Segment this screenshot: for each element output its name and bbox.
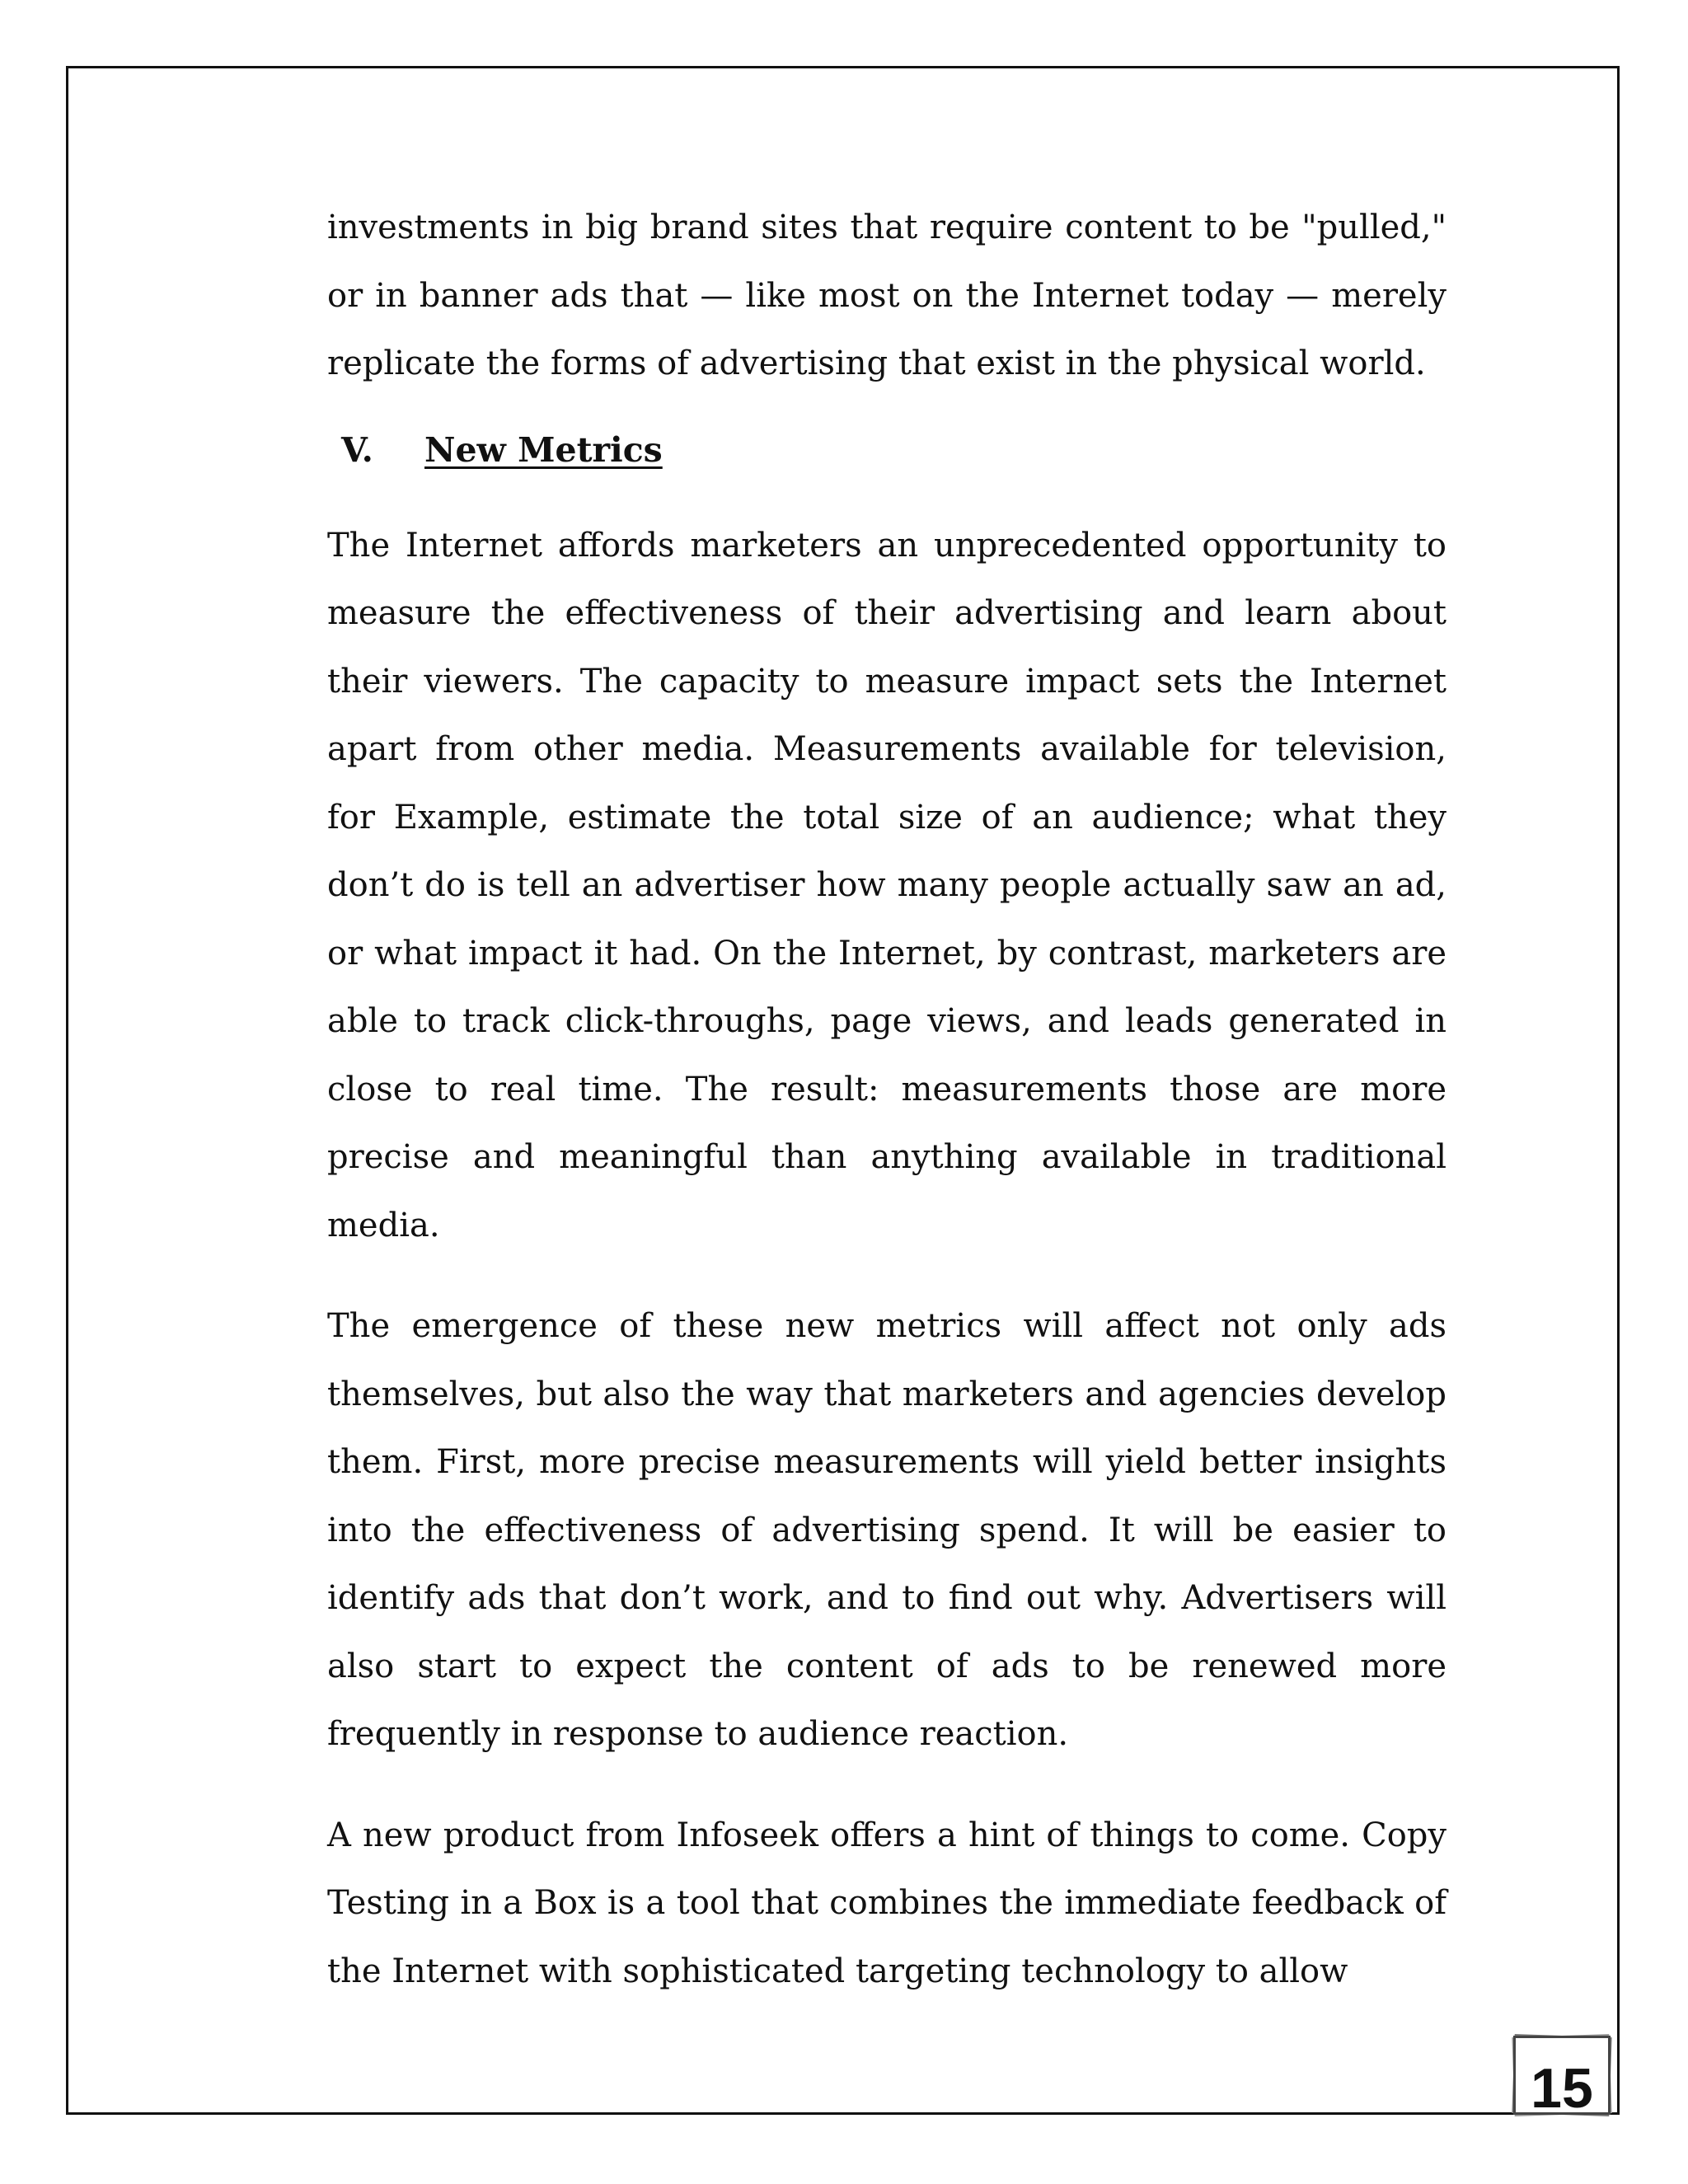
paragraph-1: The Internet affords marketers an unprecedented opportunity to measure the effectiveness of their advertising and learn about their viewers. The capacity to measure impact sets the Internet apart from other media. Measurements available for television, for Example, estimate the total size of an audience; what they don’t do is tell an advertiser how many people actually saw an ad, or what impact it had. On the Internet, by contrast, marketers are able to track click-throughs, page views, and leads generated in close to real time. The result: measurements those are more precise and meaningful than anything available in traditional media.: [327, 526, 1447, 1244]
paragraph-2: The emergence of these new metrics will affect not only ads themselves, but also the way that marketers and agencies develop them. First, more precise measurements will yield better insights into the effectiveness of advertising spend. It will be easier to identify ads that don’t work, and to find out why. Advertisers will also start to expect the content of ads to be renewed more frequently in response to audience reaction.: [327, 1307, 1447, 1753]
section-number: V.: [341, 429, 373, 470]
section-heading: [327, 416, 1447, 484]
page-number-box: [1513, 2036, 1611, 2115]
section-title: New Metrics: [424, 429, 663, 470]
document-body: [327, 194, 1447, 2005]
paragraph-3: A new product from Infoseek offers a hint of things to come. Copy Testing in a Box is a tool that combines the immediate feedback of the Internet with sophisticated targeting technology to allow: [327, 1816, 1447, 1990]
page-number: 15: [1531, 2060, 1593, 2115]
paragraph-continued: investments in big brand sites that require content to be "pulled," or in banner ads that — like most on the Internet today — merely replicate the forms of advertising that exist in the physical world.: [327, 209, 1447, 382]
